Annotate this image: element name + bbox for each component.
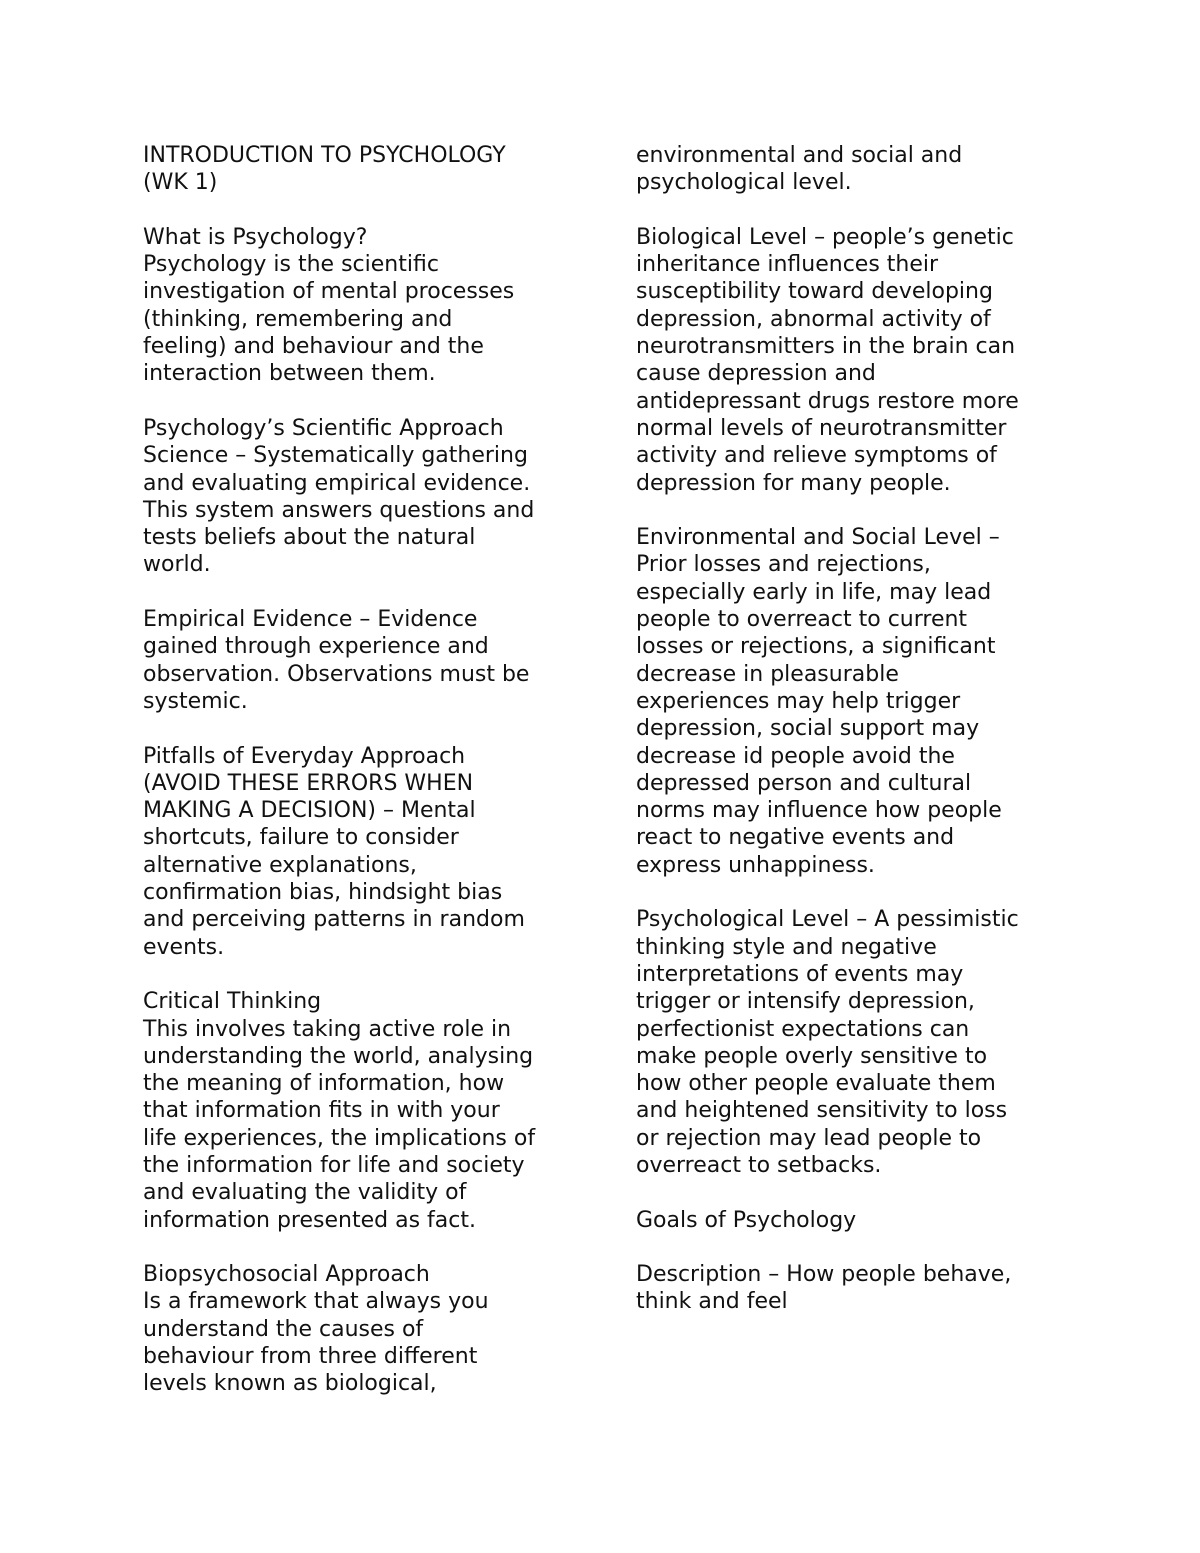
text-line: (AVOID THESE ERRORS WHEN [143, 770, 474, 796]
text-line: experiences may help trigger [636, 688, 961, 714]
text-line: Goals of Psychology [636, 1207, 857, 1233]
text-line: Biopsychosocial Approach [143, 1262, 430, 1288]
text-line: the information for life and society [143, 1152, 525, 1178]
text-line: depression, abnormal activity of [636, 306, 991, 332]
text-line: perfectionist expectations can [636, 1016, 970, 1042]
text-line: interaction between them. [143, 361, 436, 387]
paragraph [143, 415, 583, 579]
text-line: systemic. [143, 688, 248, 714]
text-line: environmental and social and [636, 143, 963, 168]
text-line: depression for many people. [636, 470, 951, 496]
text-line: interpretations of events may [636, 961, 964, 987]
text-line: and evaluating the validity of [143, 1180, 467, 1206]
text-line: Description – How people behave, [636, 1262, 1012, 1288]
text-line: depressed person and cultural [636, 770, 972, 796]
text-line: how other people evaluate them [636, 1071, 996, 1097]
text-line: norms may influence how people [636, 798, 1002, 824]
text-line: feeling) and behaviour and the [143, 334, 484, 360]
text-line: make people overly sensitive to [636, 1043, 988, 1069]
paragraph [636, 906, 1066, 1179]
paragraph [143, 743, 583, 961]
text-line: understanding the world, analysing [143, 1043, 534, 1069]
text-line: Critical Thinking [143, 989, 322, 1015]
paragraph [143, 224, 583, 388]
text-line: investigation of mental processes [143, 279, 515, 305]
text-line: decrease in pleasurable [636, 661, 899, 687]
text-line: losses or rejections, a significant [636, 634, 996, 660]
text-line: Prior losses and rejections, [636, 552, 931, 578]
text-line: Environmental and Social Level – [636, 525, 1000, 551]
text-line: INTRODUCTION TO PSYCHOLOGY [143, 143, 506, 168]
text-line: confirmation bias, hindsight bias [143, 880, 503, 906]
text-line: alternative explanations, [143, 852, 417, 878]
text-line: and evaluating empirical evidence. [143, 470, 531, 496]
text-line: Science – Systematically gathering [143, 443, 528, 469]
text-line: (WK 1) [143, 170, 218, 196]
text-line: decrease id people avoid the [636, 743, 955, 769]
paragraph [143, 142, 583, 197]
paragraph [636, 1207, 1066, 1234]
text-line: depression, social support may [636, 716, 980, 742]
text-line: inheritance influences their [636, 252, 939, 278]
right-column [636, 142, 1066, 1343]
paragraph [143, 1261, 583, 1397]
left-column [143, 142, 583, 1425]
text-line: understand the causes of [143, 1316, 424, 1342]
text-line: antidepressant drugs restore more [636, 388, 1019, 414]
paragraph [636, 524, 1066, 879]
text-line: Empirical Evidence – Evidence [143, 607, 478, 633]
text-line: react to negative events and [636, 825, 955, 851]
text-line: overreact to setbacks. [636, 1152, 882, 1178]
text-line: What is Psychology? [143, 224, 368, 250]
paragraph [636, 1261, 1066, 1316]
text-line: the meaning of information, how [143, 1071, 505, 1097]
text-line: people to overreact to current [636, 607, 968, 633]
text-line: neurotransmitters in the brain can [636, 334, 1016, 360]
text-line: Psychology is the scientific [143, 252, 439, 278]
text-line: think and feel [636, 1289, 788, 1315]
text-line: gained through experience and [143, 634, 489, 660]
paragraph [143, 988, 583, 1234]
text-line: world. [143, 552, 211, 578]
text-line: life experiences, the implications of [143, 1125, 536, 1151]
text-line: cause depression and [636, 361, 876, 387]
text-line: MAKING A DECISION) – Mental [143, 798, 476, 824]
text-line: Pitfalls of Everyday Approach [143, 743, 466, 769]
text-line: that information fits in with your [143, 1098, 500, 1124]
text-line: tests beliefs about the natural [143, 525, 476, 551]
text-line: shortcuts, failure to consider [143, 825, 459, 851]
text-line: trigger or intensify depression, [636, 989, 975, 1015]
text-line: psychological level. [636, 170, 852, 196]
paragraph [636, 142, 1066, 197]
text-line: express unhappiness. [636, 852, 875, 878]
text-line: This system answers questions and [143, 497, 535, 523]
text-line: thinking style and negative [636, 934, 937, 960]
text-line: This involves taking active role in [143, 1016, 512, 1042]
text-line: Biological Level – people’s genetic [636, 224, 1014, 250]
text-line: Is a framework that always you [143, 1289, 489, 1315]
text-line: especially early in life, may lead [636, 579, 992, 605]
text-line: (thinking, remembering and [143, 306, 453, 332]
text-line: levels known as biological, [143, 1371, 437, 1397]
text-line: behaviour from three different [143, 1344, 478, 1370]
text-line: and perceiving patterns in random [143, 907, 525, 933]
paragraph [636, 224, 1066, 497]
text-line: and heightened sensitivity to loss [636, 1098, 1008, 1124]
text-line: or rejection may lead people to [636, 1125, 982, 1151]
text-line: Psychology’s Scientific Approach [143, 415, 504, 441]
text-line: events. [143, 934, 225, 960]
text-line: information presented as fact. [143, 1207, 476, 1233]
text-line: susceptibility toward developing [636, 279, 993, 305]
text-line: normal levels of neurotransmitter [636, 415, 1007, 441]
text-line: Psychological Level – A pessimistic [636, 907, 1019, 933]
text-line: observation. Observations must be [143, 661, 530, 687]
text-line: activity and relieve symptoms of [636, 443, 997, 469]
paragraph [143, 606, 583, 715]
